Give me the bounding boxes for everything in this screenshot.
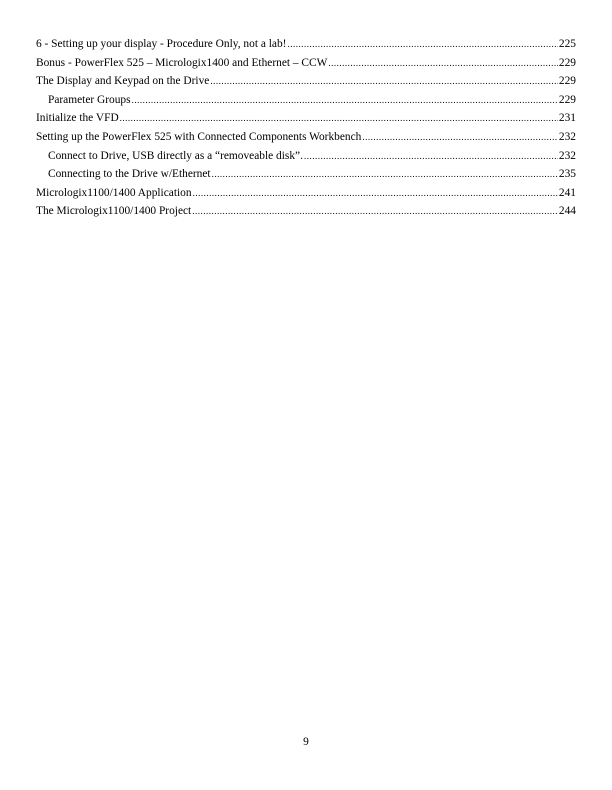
toc-entry-title: Setting up the PowerFlex 525 with Connected Components Workbench: [36, 130, 362, 143]
toc-entry-page: 241: [558, 186, 576, 199]
toc-dot-leader: [362, 128, 558, 147]
toc-entry-connect-usb[interactable]: [36, 147, 576, 166]
toc-dot-leader: [210, 72, 558, 91]
toc-entry-micrologix-application[interactable]: [36, 184, 576, 203]
toc-entry-title: Connect to Drive, USB directly as a “removeable disk”.: [48, 149, 303, 162]
toc-entry-page: 231: [558, 112, 576, 125]
toc-entry-title: Connecting to the Drive w/Ethernet: [48, 168, 211, 181]
page-number: 9: [303, 736, 309, 748]
toc-entry-page: 225: [558, 38, 576, 50]
toc-dot-leader: [132, 91, 558, 110]
toc-dot-leader: [304, 147, 558, 166]
toc-entry-title: The Micrologix1100/1400 Project: [36, 205, 192, 218]
toc-entry-page: 229: [558, 56, 576, 69]
toc-entry-page: 232: [558, 149, 576, 162]
toc-dot-leader: [212, 165, 558, 184]
toc-dot-leader: [193, 184, 558, 203]
toc-entry-page: 229: [558, 75, 576, 88]
toc-entry-title: Micrologix1100/1400 Application: [36, 186, 192, 199]
toc-entry-parameter-groups[interactable]: [36, 91, 576, 110]
toc-entry-title: Parameter Groups: [48, 93, 131, 106]
toc-entry-title: Bonus - PowerFlex 525 – Micrologix1400 and Ethernet – CCW: [36, 56, 328, 69]
toc-entry-page: 235: [558, 168, 576, 181]
toc-entry-micrologix-project[interactable]: [36, 202, 576, 221]
toc-dot-leader: [120, 109, 558, 128]
toc-dot-leader: [287, 35, 557, 54]
toc-entry-title: Initialize the VFD: [36, 112, 119, 125]
toc-entry-title: The Display and Keypad on the Drive: [36, 75, 210, 88]
toc-entry-initialize-vfd[interactable]: [36, 109, 576, 128]
table-of-contents: [36, 35, 576, 221]
toc-entry-page: 232: [558, 130, 576, 143]
toc-entry-page: 244: [558, 205, 576, 218]
toc-entry-bonus-powerflex[interactable]: [36, 54, 576, 73]
toc-entry-connect-ethernet[interactable]: [36, 165, 576, 184]
toc-entry-display-keypad[interactable]: [36, 72, 576, 91]
toc-entry-setting-up-display[interactable]: [36, 35, 576, 54]
toc-entry-title: 6 - Setting up your display - Procedure Only, not a lab!: [36, 38, 287, 50]
toc-dot-leader: [328, 54, 558, 73]
toc-entry-setting-up-powerflex-ccw[interactable]: [36, 128, 576, 147]
toc-entry-page: 229: [558, 93, 576, 106]
toc-dot-leader: [192, 202, 558, 221]
